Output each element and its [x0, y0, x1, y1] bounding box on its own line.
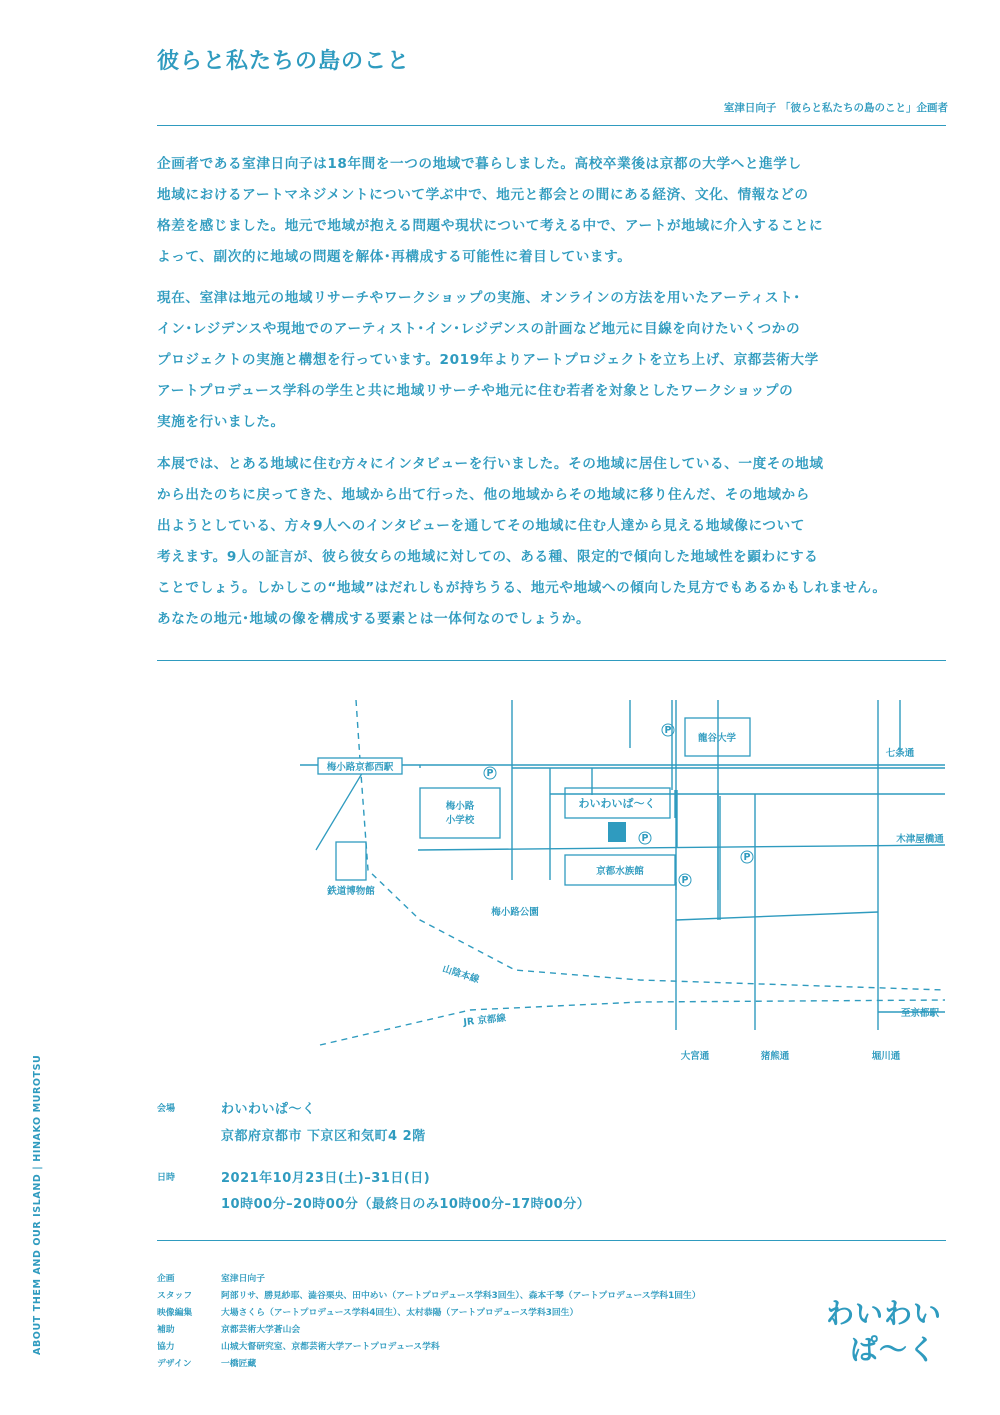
page-title: 彼らと私たちの島のこと [157, 49, 411, 74]
map-label-umekoji-school: 小学校 [445, 815, 475, 826]
paragraph-line: あなたの地元･地域の像を構成する要素とは一体何なのでしょうか。 [157, 611, 591, 627]
venue-name: わいわいぱ〜く [221, 1102, 316, 1117]
divider [157, 1240, 946, 1241]
date-label: 日時 [157, 1173, 176, 1183]
map-label-omiya-dori: 大宮通 [680, 1051, 710, 1062]
paragraph-line: アートプロデュース学科の学生と共に地域リサーチや地元に住む若者を対象としたワークショップの [157, 383, 794, 399]
access-map [300, 690, 950, 1070]
credit-label: デザイン [157, 1359, 192, 1369]
credit-row [157, 1304, 578, 1322]
map-label-inokuma-dori: 猪熊通 [760, 1051, 790, 1062]
paragraph-line: 考えます。9人の証言が、彼ら彼女らの地域に対しての、ある種、限定的で傾向した地域性を顕わにする [157, 549, 819, 565]
map-label-kyoto-aquarium: 京都水族館 [596, 866, 644, 877]
divider [157, 660, 946, 661]
paragraph-line: 企画者である室津日向子は18年間を一つの地域で暮らしました。高校卒業後は京都の大学へと進学し [157, 156, 802, 172]
credit-row [157, 1287, 701, 1305]
paragraph-line: から出たのちに戻ってきた、地域から出て行った、他の地域からその地域に移り住んだ、その地域から [157, 487, 810, 503]
map-label-umekoji-school: 梅小路 [445, 801, 475, 812]
map-label-kyoto-station: 至京都駅 [900, 1008, 940, 1019]
credit-value: 大場さくら（アートプロデュース学科4回生）、太村恭陽（アートプロデュース学科3回生） [221, 1308, 579, 1318]
paragraph-3 [157, 449, 957, 635]
credit-label: 企画 [157, 1274, 175, 1284]
map-label-umekoji-station: 梅小路京都西駅 [326, 762, 394, 773]
opening-hours: 10時00分–20時00分（最終日のみ10時00分–17時00分） [221, 1197, 591, 1212]
map-label-shichijo-dori: 七条通 [885, 748, 915, 759]
paragraph-line: プロジェクトの実施と構想を行っています。2019年よりアートプロジェクトを立ち上げ、京都芸術大学 [157, 352, 819, 368]
credit-label: スタッフ [157, 1291, 193, 1301]
paragraph-line: 地域におけるアートマネジメントについて学ぶ中で、地元と都会との間にある経済、文化、情報などの [157, 187, 809, 203]
map-label-railway-museum: 鉄道博物館 [327, 886, 375, 897]
logo-line: わいわい [826, 1297, 943, 1330]
paragraph-line: イン･レジデンスや現地でのアーティスト･イン･レジデンスの計画など地元に目線を向けたいくつかの [157, 321, 801, 337]
credit-value: 京都芸術大学蒼山会 [221, 1325, 301, 1335]
paragraph-line: 本展では、とある地域に住む方々にインタビューを行いました。その地域に居住している、一度その地域 [157, 456, 824, 472]
paragraph-line: 実施を行いました。 [157, 414, 285, 430]
author-line: 室津日向子 「彼らと私たちの島のこと」企画者 [723, 102, 948, 114]
parking-icon: P [641, 833, 649, 844]
parking-icon: P [681, 875, 689, 886]
map-label-umekoji-park: 梅小路公園 [491, 907, 539, 918]
map-label-kizuyabashi-dori: 木津屋橋通 [896, 834, 944, 845]
credit-value: 山城大督研究室、京都芸術大学アートプロデュース学科 [221, 1342, 440, 1352]
map-label-sanin-line: 山陰本線 [440, 963, 481, 986]
credit-label: 協力 [157, 1342, 175, 1352]
paragraph-1 [157, 149, 957, 273]
vertical-side-text: ABOUT THEM AND OUR ISLAND | HINAKO MUROTSU [32, 1054, 43, 1355]
waiwai-park-logo [826, 1296, 946, 1368]
venue-label: 会場 [157, 1104, 176, 1114]
divider [157, 125, 946, 126]
parking-icon: P [664, 725, 672, 736]
map-label-ryukoku-university: 龍谷大学 [697, 733, 737, 744]
parking-icon: P [486, 768, 494, 779]
credit-value: 阿部リサ、勝見紗耶、澁谷栗央、田中めい（アートプロデュース学科3回生）、森本千琴（アートプロデュース学科1回生） [221, 1291, 701, 1301]
map-label-horikawa-dori: 堀川通 [871, 1051, 901, 1062]
paragraph-line: 格差を感じました。地元で地域が抱える問題や現状について考える中で、アートが地域に介入することに [157, 218, 824, 234]
credit-row [157, 1355, 256, 1373]
credit-label: 映像編集 [157, 1308, 193, 1318]
paragraph-2 [157, 283, 957, 438]
paragraph-line: よって、副次的に地域の問題を解体･再構成する可能性に着目しています。 [157, 249, 632, 265]
venue-marker [608, 822, 626, 842]
map-label-waiwai-park: わいわいぱ〜く [578, 797, 656, 810]
paragraph-line: 出ようとしている、方々9人へのインタビューを通してその地域に住む人達から見える地域像について [157, 518, 805, 534]
credit-row [157, 1270, 265, 1288]
credit-value: 一橋匠藏 [221, 1359, 257, 1369]
date-range: 2021年10月23日(土)–31日(日) [221, 1171, 431, 1186]
credit-label: 補助 [157, 1325, 175, 1335]
credit-row [157, 1321, 300, 1339]
credit-value: 室津日向子 [221, 1274, 265, 1284]
paragraph-line: 現在、室津は地元の地域リサーチやワークショップの実施、オンラインの方法を用いたアーティスト･ [157, 290, 801, 306]
venue-address: 京都府京都市 下京区和気町4 2階 [221, 1129, 426, 1144]
logo-line: ぱ〜く [850, 1333, 938, 1366]
parking-icon: P [743, 852, 751, 863]
map-label-jr-kyoto-line: JR 京都線 [462, 1012, 507, 1029]
credit-row [157, 1338, 440, 1356]
paragraph-line: ことでしょう。しかしこの“地域”はだれしもが持ちうる、地元や地域への傾向した見方でもあるかもしれません。 [157, 580, 887, 596]
